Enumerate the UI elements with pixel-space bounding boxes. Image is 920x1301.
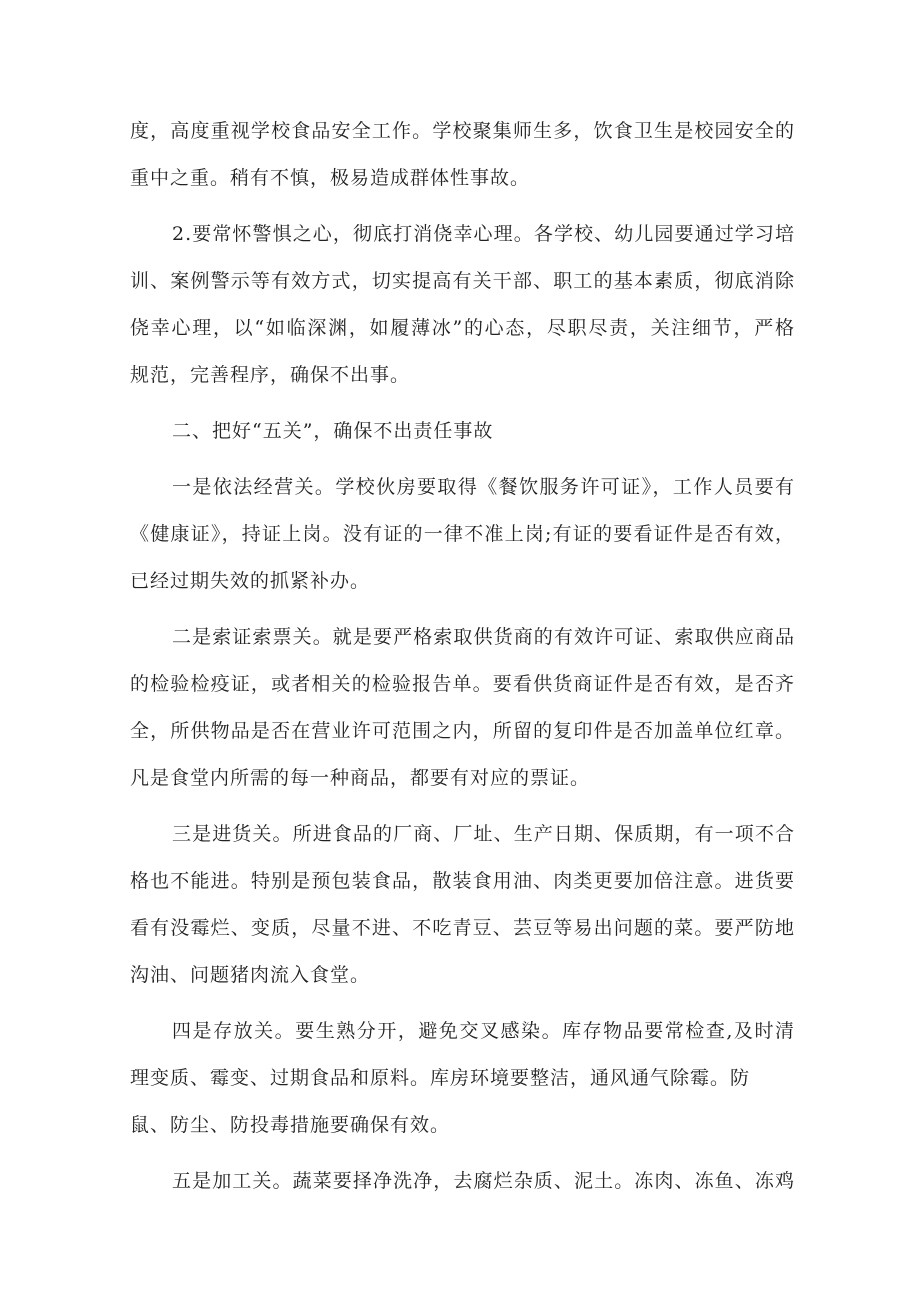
paragraph — [130, 614, 795, 802]
paragraph — [130, 811, 795, 999]
paragraph — [130, 211, 795, 399]
text-line: 度，高度重视学校食品安全工作。学校聚集师生多，饮食卫生是校园安全的 — [130, 120, 795, 142]
paragraph — [130, 1158, 795, 1205]
text-line: 《健康证》，持证上岗。没有证的一律不准上岗;有证的要看证件是否有效， — [130, 523, 795, 545]
text-line: 全，所供物品是否在营业许可范围之内，所留的复印件是否加盖单位红章。 — [130, 720, 795, 742]
text-line: 规范，完善程序，确保不出事。 — [130, 364, 411, 386]
text-line: 侥幸心理，以“如临深渊，如履薄冰”的心态，尽职尽责，关注细节，严格 — [130, 317, 795, 339]
paragraph — [130, 1008, 795, 1149]
text-line: 已经过期失效的抓紧补办。 — [130, 570, 371, 592]
text-line: 二是索证索票关。就是要严格索取供货商的有效许可证、索取供应商品 — [172, 626, 795, 648]
text-line: 2.要常怀警惧之心，彻底打消侥幸心理。各学校、幼儿园要通过学习培 — [172, 223, 795, 245]
text-line: 四是存放关。要生熟分开，避免交叉感染。库存物品要常检查,及时清 — [172, 1020, 795, 1042]
text-line: 五是加工关。蔬菜要择净洗净，去腐烂杂质、泥土。冻肉、冻鱼、冻鸡 — [172, 1170, 795, 1192]
text-line: 凡是食堂内所需的每一种商品，都要有对应的票证。 — [130, 767, 591, 789]
section-heading — [130, 408, 795, 455]
text-line: 重中之重。稍有不慎，极易造成群体性事故。 — [130, 167, 531, 189]
text-line: 鼠、防尘、防投毒措施要确保有效。 — [130, 1114, 451, 1136]
text-line: 的检验检疫证，或者相关的检验报告单。要看供货商证件是否有效，是否齐 — [130, 673, 795, 695]
text-line: 一是依法经营关。学校伙房要取得《餐饮服务许可证》，工作人员要有 — [172, 476, 795, 498]
text-line: 三是进货关。所进食品的厂商、厂址、生产日期、保质期，有一项不合 — [172, 823, 795, 845]
document-body — [130, 108, 795, 1205]
text-line: 二、把好“五关”，确保不出责任事故 — [172, 420, 494, 442]
text-line: 格也不能进。特别是预包装食品，散装食用油、肉类更要加倍注意。进货要 — [130, 870, 795, 892]
text-line: 看有没霉烂、变质，尽量不进、不吃青豆、芸豆等易出问题的菜。要严防地 — [130, 917, 795, 939]
text-line: 沟油、问题猪肉流入食堂。 — [130, 964, 371, 986]
text-line: 训、案例警示等有效方式，切实提高有关干部、职工的基本素质，彻底消除 — [130, 270, 795, 292]
paragraph — [130, 108, 795, 202]
paragraph — [130, 464, 795, 605]
text-line: 理变质、霉变、过期食品和原料。库房环境要整洁，通风通气除霉。防 — [130, 1067, 751, 1089]
